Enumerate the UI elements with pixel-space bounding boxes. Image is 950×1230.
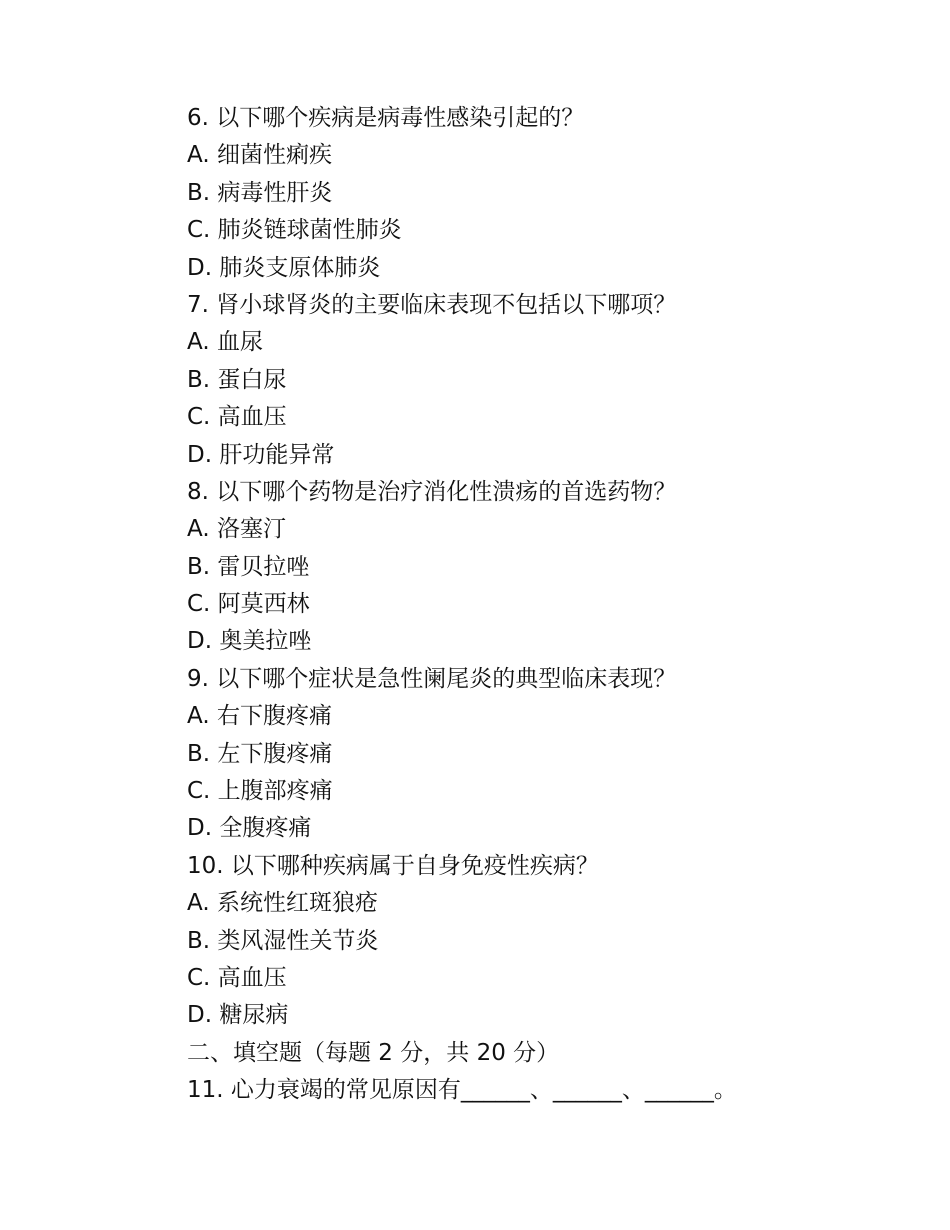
question-7-option-a: A. 血尿 — [187, 329, 263, 356]
question-9-option-b: B. 左下腹疼痛 — [187, 740, 333, 767]
question-7-option-c: C. 高血压 — [187, 404, 287, 431]
question-6-option-d: D. 肺炎支原体肺炎 — [187, 254, 381, 281]
question-10-option-c: C. 高血压 — [187, 964, 287, 991]
question-10-option-d: D. 糖尿病 — [187, 1002, 289, 1029]
question-10-option-a: A. 系统性红斑狼疮 — [187, 890, 378, 917]
question-10: 10. 以下哪种疾病属于自身免疫性疾病？ — [187, 852, 599, 879]
question-7: 7. 肾小球肾炎的主要临床表现不包括以下哪项？ — [187, 291, 677, 318]
question-10-option-b: B. 类风湿性关节炎 — [187, 927, 379, 954]
question-9: 9. 以下哪个症状是急性阑尾炎的典型临床表现？ — [187, 665, 677, 692]
question-6-option-c: C. 肺炎链球菌性肺炎 — [187, 217, 402, 244]
question-7-option-b: B. 蛋白尿 — [187, 366, 287, 393]
question-9-option-a: A. 右下腹疼痛 — [187, 703, 332, 730]
question-9-option-d: D. 全腹疼痛 — [187, 815, 312, 842]
question-6-option-b: B. 病毒性肝炎 — [187, 179, 333, 206]
question-8-option-c: C. 阿莫西林 — [187, 591, 310, 618]
question-8: 8. 以下哪个药物是治疗消化性溃疡的首选药物？ — [187, 478, 677, 505]
question-8-option-b: B. 雷贝拉唑 — [187, 553, 310, 580]
page-content — [187, 100, 887, 1110]
question-6-option-a: A. 细菌性痢疾 — [187, 142, 332, 169]
question-8-option-d: D. 奥美拉唑 — [187, 628, 312, 655]
question-9-option-c: C. 上腹部疼痛 — [187, 778, 333, 805]
section-heading-fill-in: 二、填空题（每题 2 分，共 20 分） — [187, 1039, 560, 1066]
question-8-option-a: A. 洛塞汀 — [187, 516, 286, 543]
question-11: 11. 心力衰竭的常见原因有______、______、______。 — [187, 1077, 737, 1104]
question-6: 6. 以下哪个疾病是病毒性感染引起的？ — [187, 105, 585, 131]
question-7-option-d: D. 肝功能异常 — [187, 441, 335, 468]
